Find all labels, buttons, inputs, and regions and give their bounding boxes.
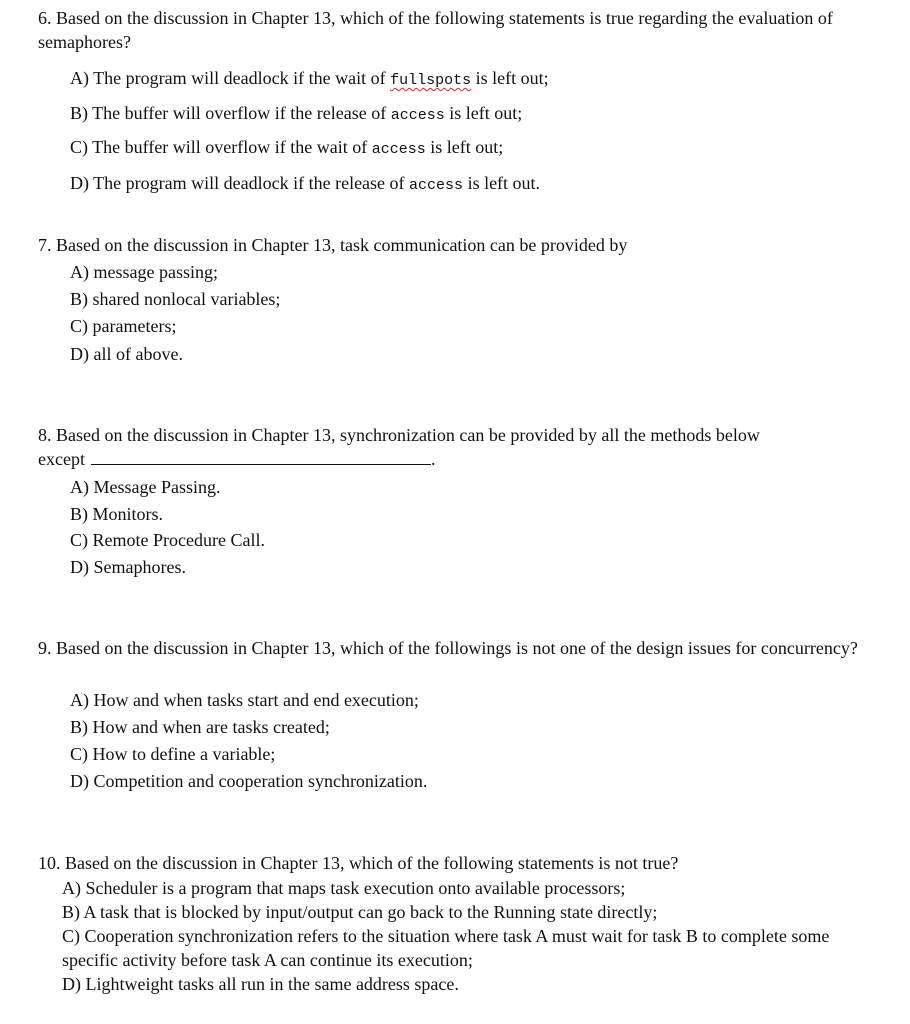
- question-10-option-b: B) A task that is blocked by input/output can go back to the Running state directly;: [62, 902, 658, 922]
- question-6-option-a: A) The program will deadlock if the wait of fullspots is left out;: [70, 68, 549, 89]
- question-8-option-c: C) Remote Procedure Call.: [70, 530, 265, 550]
- code-access: access: [409, 177, 464, 194]
- question-6-stem: 6. Based on the discussion in Chapter 13, which of the following statements is true regarding the evaluation of semaphores?: [38, 8, 833, 52]
- question-9-option-a: A) How and when tasks start and end execution;: [70, 690, 419, 710]
- question-6-option-d: D) The program will deadlock if the release of access is left out.: [70, 173, 541, 194]
- question-9-stem: 9. Based on the discussion in Chapter 13, which of the followings is not one of the design issues for concurrency?: [38, 638, 858, 658]
- question-9-option-c: C) How to define a variable;: [70, 744, 276, 764]
- question-6-option-b: B) The buffer will overflow if the release of access is left out;: [70, 103, 523, 124]
- answer-blank: [91, 450, 431, 465]
- question-10-option-a: A) Scheduler is a program that maps task execution onto available processors;: [62, 878, 626, 898]
- code-access: access: [371, 141, 426, 158]
- question-10-stem: 10. Based on the discussion in Chapter 13, which of the following statements is not true?: [38, 853, 679, 873]
- question-8-stem-line-2: except .: [38, 449, 436, 469]
- question-8-option-b: B) Monitors.: [70, 504, 164, 524]
- question-8-stem-line-1: 8. Based on the discussion in Chapter 13, synchronization can be provided by all the methods below: [38, 425, 760, 445]
- question-7-option-a: A) message passing;: [70, 262, 218, 282]
- question-9-option-d: D) Competition and cooperation synchronization.: [70, 771, 428, 791]
- code-fullspots: fullspots: [390, 72, 472, 89]
- question-8-option-a: A) Message Passing.: [70, 477, 221, 497]
- question-10-option-d: D) Lightweight tasks all run in the same address space.: [62, 974, 459, 994]
- question-6-option-c: C) The buffer will overflow if the wait of access is left out;: [70, 137, 504, 158]
- code-access: access: [390, 107, 445, 124]
- question-7-option-c: C) parameters;: [70, 316, 177, 336]
- question-7-option-b: B) shared nonlocal variables;: [70, 289, 281, 309]
- question-8-option-d: D) Semaphores.: [70, 557, 186, 577]
- question-7-option-d: D) all of above.: [70, 344, 183, 364]
- question-10-option-c: C) Cooperation synchronization refers to the situation where task A must wait for task B to complete some specific activity before task A can continue its execution;: [62, 926, 830, 970]
- question-9-option-b: B) How and when are tasks created;: [70, 717, 330, 737]
- question-7-stem: 7. Based on the discussion in Chapter 13, task communication can be provided by: [38, 235, 628, 255]
